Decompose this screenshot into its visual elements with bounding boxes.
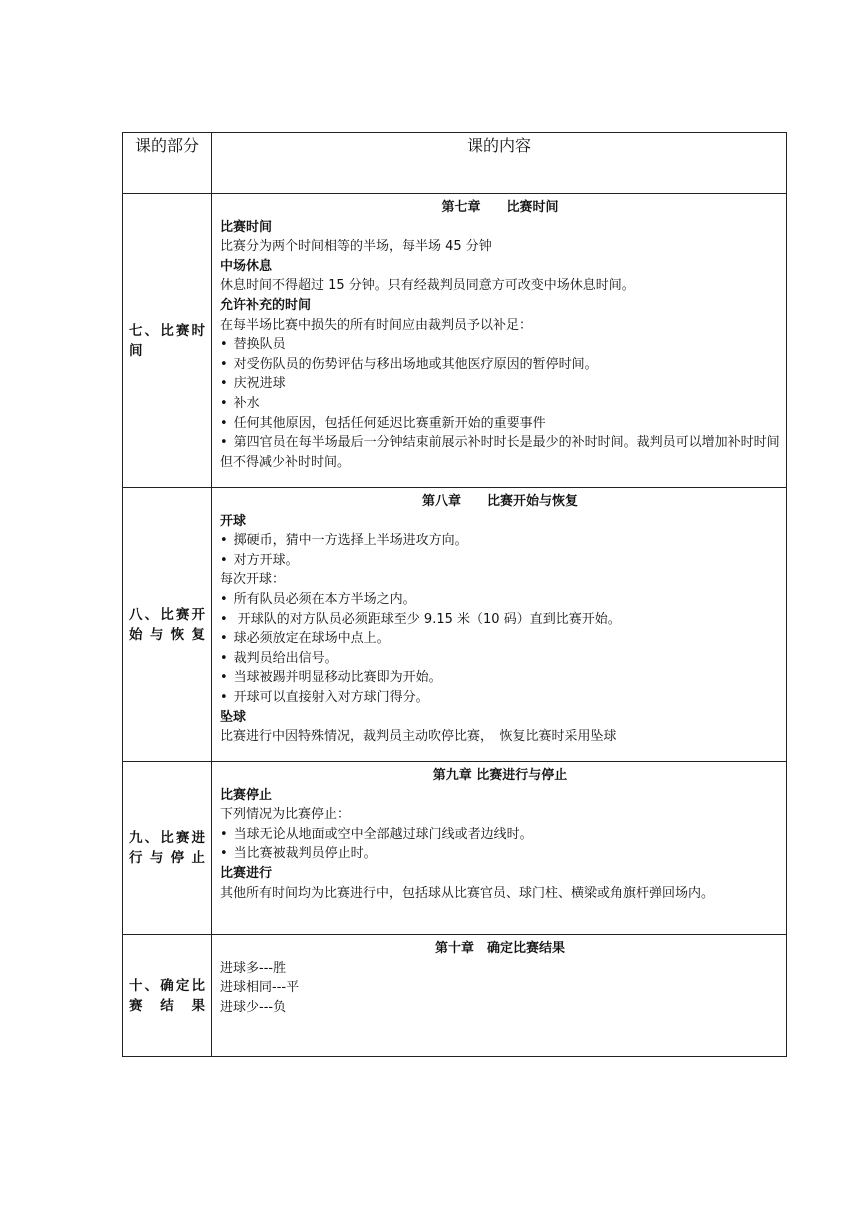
bullet-item: • 开球可以直接射入对方球门得分。 bbox=[220, 688, 780, 708]
result-line: 进球相同---平 bbox=[220, 980, 300, 996]
chapter-title: 第七章 比赛时间 bbox=[441, 200, 559, 215]
section-text: 比赛分为两个时间相等的半场，每半场 45 分钟 bbox=[220, 239, 492, 255]
part-label: 十、确定比赛结果 bbox=[129, 977, 205, 1014]
section-title: 中场休息 bbox=[220, 258, 273, 274]
section-title: 比赛进行 bbox=[220, 865, 273, 881]
bullet-item: • 补水 bbox=[220, 394, 780, 414]
bullet-item: • 对受伤队员的伤势评估与移出场地或其他医疗原因的暂停时间。 bbox=[220, 355, 780, 375]
table-row bbox=[123, 194, 787, 488]
lesson-table bbox=[122, 132, 787, 1057]
header-content: 课的内容 bbox=[212, 133, 787, 194]
part-cell bbox=[123, 762, 212, 935]
table-row bbox=[123, 488, 787, 762]
bullet-item: • 对方开球。 bbox=[220, 551, 780, 571]
part-cell bbox=[123, 488, 212, 762]
chapter-title: 第九章 比赛进行与停止 bbox=[432, 768, 568, 783]
table-row bbox=[123, 935, 787, 1057]
bullet-item: • 第四官员在每半场最后一分钟结束前展示补时时长是最少的补时时间。裁判员可以增加补时时间但不得减少补时时间。 bbox=[220, 433, 780, 472]
section-text: 下列情况为比赛停止： bbox=[220, 807, 351, 823]
table-header-row bbox=[123, 133, 787, 194]
bullet-item: • 球必须放定在球场中点上。 bbox=[220, 629, 780, 649]
bullet-item: • 所有队员必须在本方半场之内。 bbox=[220, 590, 780, 610]
table-row bbox=[123, 762, 787, 935]
section-title: 比赛时间 bbox=[220, 219, 273, 235]
result-line: 进球多---胜 bbox=[220, 960, 287, 976]
section-title: 开球 bbox=[220, 513, 247, 529]
section-text: 比赛进行中因特殊情况，裁判员主动吹停比赛， 恢复比赛时采用坠球 bbox=[220, 729, 617, 745]
chapter-title: 第十章 确定比赛结果 bbox=[434, 941, 565, 956]
bullet-item: • 当球被踢并明显移动比赛即为开始。 bbox=[220, 668, 780, 688]
header-part: 课的部分 bbox=[123, 133, 212, 194]
bullet-item: • 任何其他原因，包括任何延迟比赛重新开始的重要事件 bbox=[220, 414, 780, 434]
bullet-item: • 当球无论从地面或空中全部越过球门线或者边线时。 bbox=[220, 825, 780, 845]
chapter-title: 第八章 比赛开始与恢复 bbox=[421, 494, 578, 509]
section-text: 在每半场比赛中损失的所有时间应由裁判员予以补足： bbox=[220, 317, 533, 333]
section-title: 允许补充的时间 bbox=[220, 297, 312, 313]
part-label: 七、比赛时间 bbox=[129, 322, 205, 359]
bullet-item: • 替换队员 bbox=[220, 335, 780, 355]
content-cell bbox=[212, 488, 787, 762]
content-cell bbox=[212, 762, 787, 935]
part-label: 九、比赛进行与停止 bbox=[129, 830, 205, 866]
bullet-item: • 开球队的对方队员必须距球至少 9.15 米（10 码）直到比赛开始。 bbox=[220, 610, 780, 630]
section-title: 比赛停止 bbox=[220, 787, 273, 803]
section-text: 其他所有时间均为比赛进行中，包括球从比赛官员、球门柱、横梁或角旗杆弹回场内。 bbox=[220, 885, 715, 901]
bullet-item: • 当比赛被裁判员停止时。 bbox=[220, 844, 780, 864]
result-line: 进球少---负 bbox=[220, 999, 287, 1015]
bullet-item: • 掷硬币，猜中一方选择上半场进攻方向。 bbox=[220, 531, 780, 551]
part-label: 八、比赛开始与恢复 bbox=[129, 606, 205, 643]
section-text: 每次开球： bbox=[220, 572, 286, 588]
bullet-item: • 庆祝进球 bbox=[220, 374, 780, 394]
bullet-item: • 裁判员给出信号。 bbox=[220, 649, 780, 669]
part-cell bbox=[123, 935, 212, 1057]
content-cell bbox=[212, 935, 787, 1057]
content-cell bbox=[212, 194, 787, 488]
part-cell bbox=[123, 194, 212, 488]
section-text: 休息时间不得超过 15 分钟。只有经裁判员同意方可改变中场休息时间。 bbox=[220, 278, 635, 294]
section-title: 坠球 bbox=[220, 709, 247, 725]
